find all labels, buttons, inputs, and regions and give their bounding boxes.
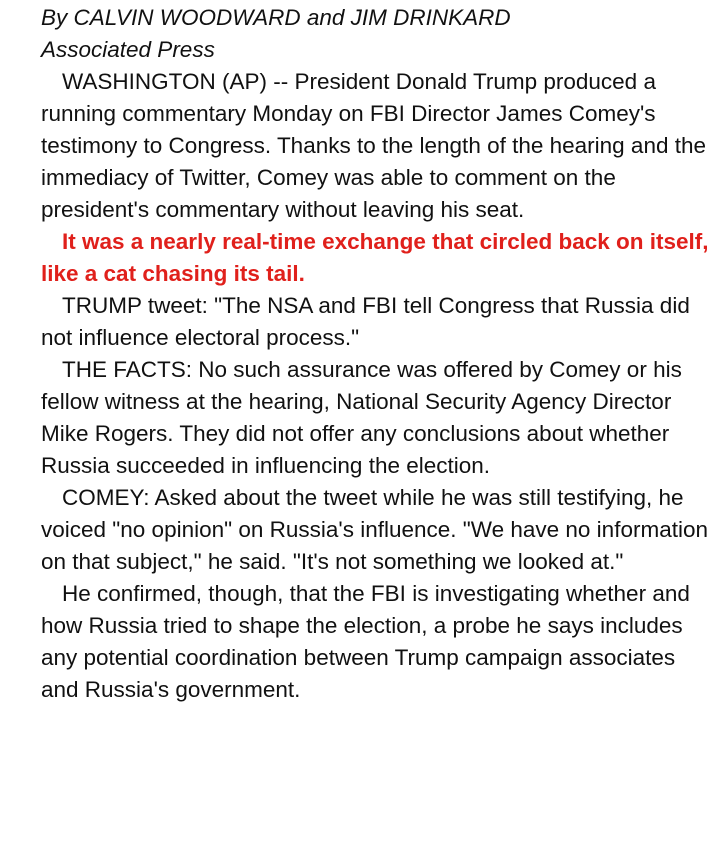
paragraph-confirmation: He confirmed, though, that the FBI is investigating whether and how Russia tried to shape the election, a probe he says includes any potential coordination between Trump campaign associates and Russia's government. (41, 581, 690, 702)
paragraph-the-facts: THE FACTS: No such assurance was offered by Comey or his fellow witness at the hearing, National Security Agency Director Mike Rogers. They did not offer any conclusions about whether Russia succeeded in influencing the election. (41, 357, 682, 478)
byline-authors: By CALVIN WOODWARD and JIM DRINKARD (41, 5, 511, 30)
paragraph-lede: WASHINGTON (AP) -- President Donald Trump produced a running commentary Monday on FBI Director James Comey's testimony to Congress. Thanks to the length of the hearing and the immediacy of Twitter, Comey was able to comment on the president's commentary without leaving his seat. (41, 69, 707, 222)
article (41, 2, 716, 706)
paragraph-highlight: It was a nearly real-time exchange that circled back on itself, like a cat chasing its tail. (41, 229, 709, 286)
paragraph-trump-tweet: TRUMP tweet: "The NSA and FBI tell Congress that Russia did not influence electoral process." (41, 293, 690, 350)
byline-agency: Associated Press (41, 37, 215, 62)
paragraph-comey: COMEY: Asked about the tweet while he was still testifying, he voiced "no opinion" on Russia's influence. "We have no information on that subject," he said. "It's not something we looked at." (41, 485, 708, 574)
